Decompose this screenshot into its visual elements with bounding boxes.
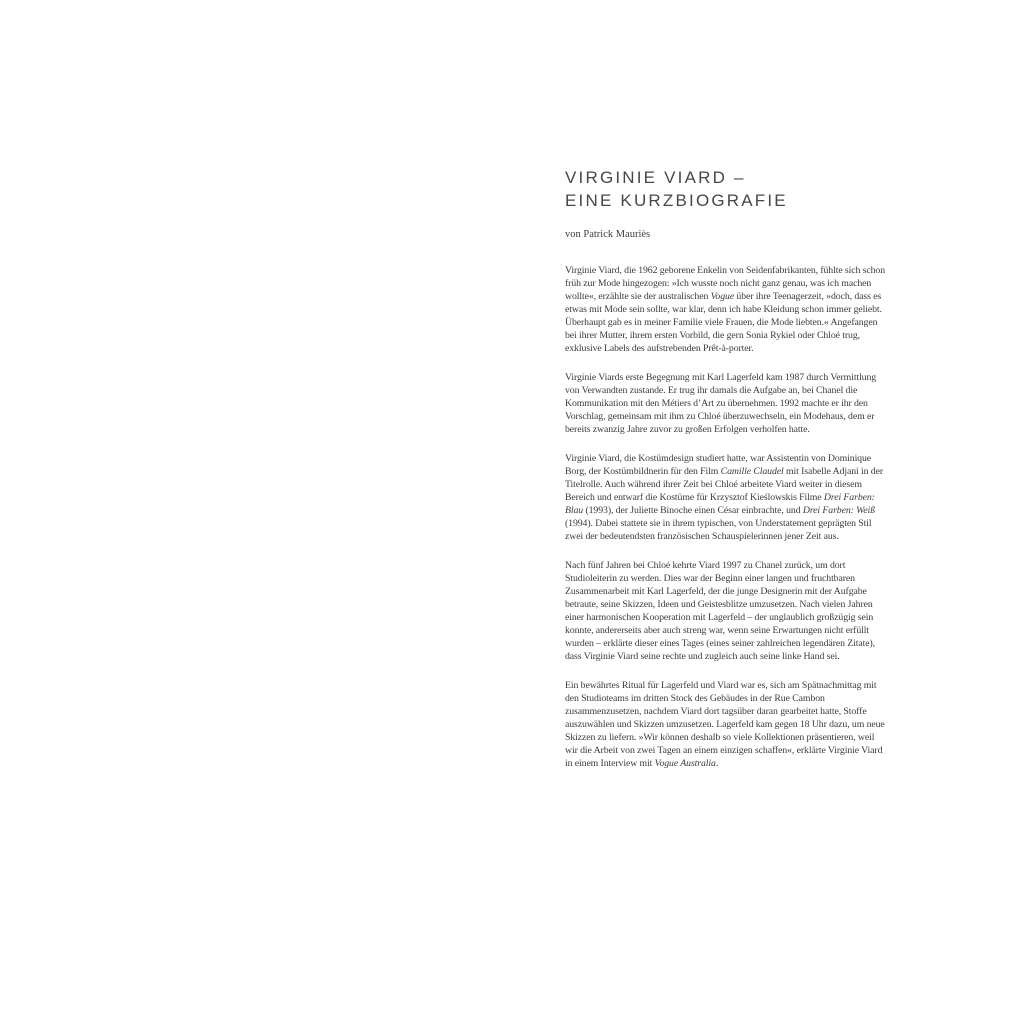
body-text: mit Isabelle Adjani in der Titelrolle. Auch während ihrer Zeit bei Chloé arbeitete Viard weiter in diesem Bereich und entwarf die Kostüme für Krzysztof Kieślowskis Filme <box>565 466 883 503</box>
body-text: Virginie Viards erste Begegnung mit Karl Lagerfeld kam 1987 durch Vermittlung von Verwandten zustande. Er trug ihr damals die Aufgabe an, bei Chanel die Kommunikation mit den Métiers d’Art zu übernehmen. 1992 machte er ihr den Vorschlag, gemeinsam mit ihm zu Chloé überzuwechseln, ein Modehaus, dem er bereits zwanzig Jahre zuvor zu großen Erfolgen verholfen hatte. <box>565 372 877 435</box>
byline: von Patrick Mauriès <box>565 229 651 240</box>
body-text: . <box>715 758 719 769</box>
page-title-line-2: EINE KURZBIOGRAFIE <box>565 191 788 210</box>
italic-text: Vogue Australia <box>654 758 716 769</box>
body-paragraph <box>565 264 885 355</box>
body-paragraph <box>565 559 885 663</box>
body-text: Virginie Viard, die 1962 geborene Enkelin von Seidenfabrikanten, fühlte sich schon früh zur Mode hingezogen: »Ich wusste noch nicht ganz genau, was ich machen wollte«, erzählte sie der australischen <box>565 265 886 302</box>
body-text: Ein bewährtes Ritual für Lagerfeld und Viard war es, sich am Spätnachmittag mit den Studioteams im dritten Stock des Gebäudes in der Rue Cambon zusammenzusetzen, nachdem Viard dort tagsüber daran gearbeitet hatte, Stoffe auszuwählen und Skizzen umzusetzen. Lagerfeld kam gegen 18 Uhr dazu, um neue Skizzen zu liefern. »Wir können deshalb so viele Kollektionen präsentieren, weil wir die Arbeit von zwei Tagen an einem einzigen schaffen«, erklärte Virginie Viard in einem Interview mit <box>565 680 885 769</box>
italic-text: Drei Farben: Weiß <box>802 505 875 516</box>
body-text: (1994). Dabei stattete sie in ihrem typischen, von Understatement geprägten Stil zwei der bedeutendsten französischen Schauspielerinnen jener Zeit aus. <box>565 518 872 542</box>
body-text: Nach fünf Jahren bei Chloé kehrte Viard 1997 zu Chanel zurück, um dort Studioleiterin zu werden. Dies war der Beginn einer langen und fruchtbaren Zusammenarbeit mit Karl Lagerfeld, der die junge Designerin mit der Aufgabe betraute, seine Skizzen, Ideen und Geistesblitze umzusetzen. Nach vielen Jahren einer harmonischen Kooperation mit Lagerfeld – der unglaublich großzügig sein konnte, andererseits aber auch streng war, wenn seine Erwartungen nicht erfüllt wurden – erklärte dieser eines Tages (eines seiner zahlreichen legendären Zitate), dass Virginie Viard seine rechte und zugleich auch seine linke Hand sei. <box>565 560 875 662</box>
body-text: über ihre Teenagerzeit, »doch, dass es etwas mit Mode sein sollte, war klar, denn ich habe Kleidung schon immer geliebt. Überhaupt gab es in meiner Familie viele Frauen, die Mode liebten.« Angefangen bei ihrer Mutter, ihrem ersten Vorbild, die gern Sonia Rykiel oder Chloé trug, exklusive Labels des aufstrebenden Prêt-à-porter. <box>565 291 882 354</box>
body-text: Virginie Viard, die Kostümdesign studiert hatte, war Assistentin von Dominique Borg, der Kostümbildnerin für den Film <box>565 453 872 477</box>
article-body <box>565 264 885 770</box>
italic-text: Camille Claudel <box>720 466 784 477</box>
italic-text: Drei Farben: Blau <box>565 492 875 516</box>
body-paragraph <box>565 371 885 436</box>
body-paragraph <box>565 679 885 770</box>
body-paragraph <box>565 452 885 543</box>
body-text: (1993), der Juliette Binoche einen César einbrachte, und <box>583 505 803 516</box>
article-column <box>565 166 885 770</box>
page-title <box>565 166 885 212</box>
page-title-line-1: VIRGINIE VIARD – <box>565 168 746 187</box>
italic-text: Vogue <box>710 291 735 302</box>
